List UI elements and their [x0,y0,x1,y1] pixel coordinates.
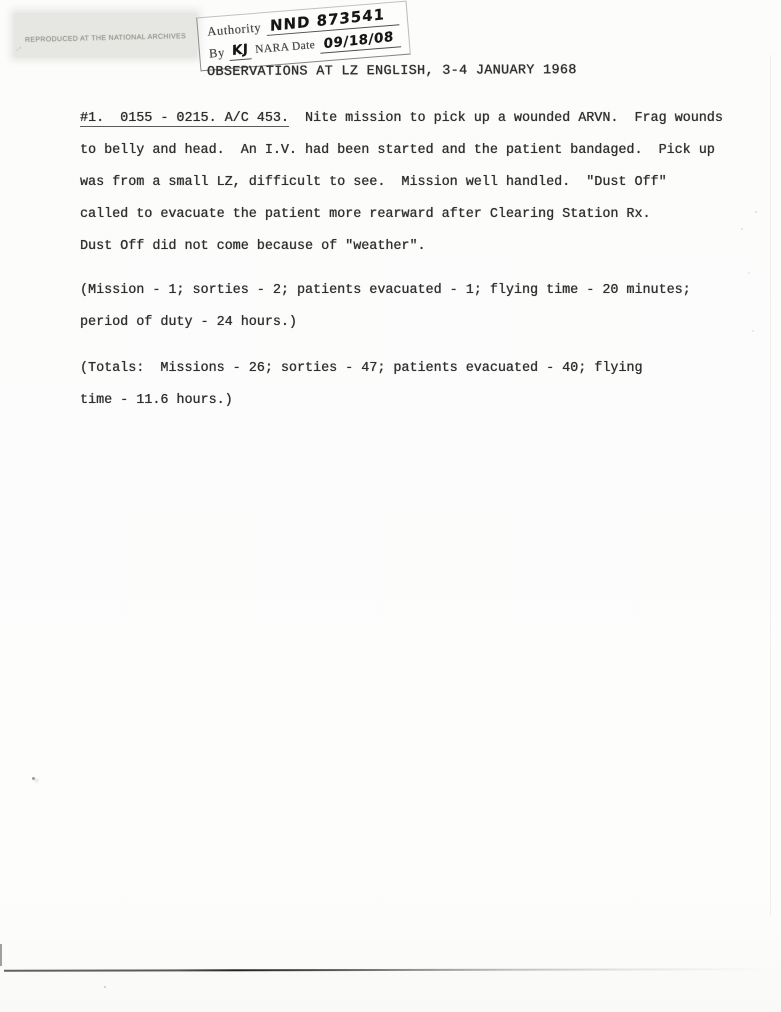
mission-line-1 [80,103,723,135]
mission-heading-underlined: #1. 0155 - 0215. A/C 453. [80,111,289,126]
date-value-handwriting: 09/18/08 [324,28,395,53]
scan-speck [748,272,750,274]
mission-line-3: was from a small LZ, difficult to see. Mission well handled. "Dust Off" [80,175,667,190]
authority-value-handwriting: NND 873541 [269,5,386,35]
mission-line-2: to belly and head. An I.V. had been started and the patient bandaged. Pick up [80,143,715,158]
date-blank-line [319,28,401,53]
archives-stamp-text: REPRODUCED AT THE NATIONAL ARCHIVES [24,32,187,44]
mission-stats-paragraph [80,275,691,339]
mission-line-1-text: Nite mission to pick up a wounded ARVN. Frag wounds [288,111,723,126]
scan-speck [755,211,757,213]
mission-line-5: Dust Off did not come because of "weather". [80,239,426,254]
by-blank-line [228,40,252,61]
scan-artifact-left-edge-tick [0,944,2,966]
mission-line-4: called to evacuate the patient more rearward after Clearing Station Rx. [80,207,651,222]
scan-artifact-right-edge-line [770,55,771,915]
totals-paragraph [80,353,643,417]
archives-reproduction-stamp [14,13,197,57]
document-title: OBSERVATIONS AT LZ ENGLISH, 3-4 JANUARY 1968 [206,63,577,80]
scan-speck [104,986,106,988]
by-label: By [208,45,226,61]
totals-line-1: (Totals: Missions - 26; sorties - 47; patients evacuated - 40; flying [80,361,643,376]
declassification-stamp [196,1,411,72]
totals-line-2: time - 11.6 hours.) [80,393,233,408]
scan-speck [752,330,754,332]
scan-speck [741,228,743,230]
scan-smudge-mark: ·′ [14,44,22,56]
stats-line-2: period of duty - 24 hours.) [80,315,297,330]
stats-line-1: (Mission - 1; sorties - 2; patients evacuated - 1; flying time - 20 minutes; [80,283,691,298]
scan-artifact-bottom-line [4,968,774,972]
by-value-handwriting: KJ [231,41,249,59]
authority-label: Authority [206,20,262,39]
scan-speck [32,777,35,780]
nara-date-label: NARA Date [254,39,316,56]
mission-paragraph [80,103,723,263]
